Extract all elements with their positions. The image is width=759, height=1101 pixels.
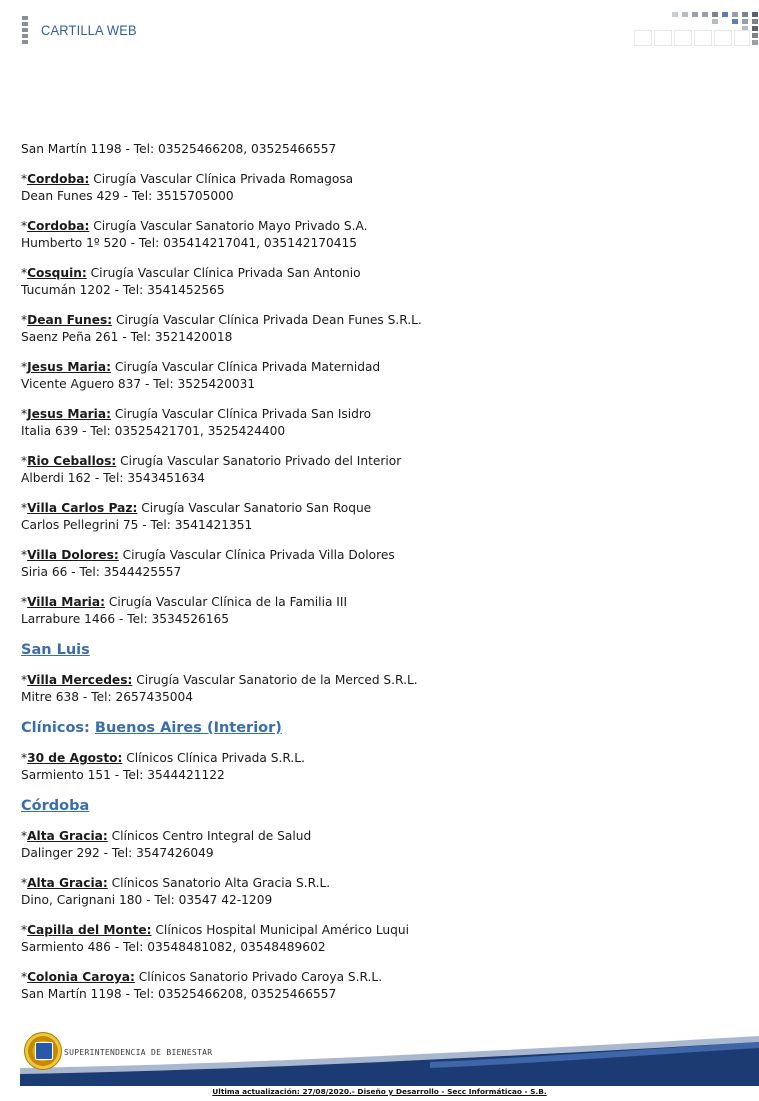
entry-description: Cirugía Vascular Clínica Privada San Antonio bbox=[86, 266, 361, 280]
entry-address: San Martín 1198 - Tel: 03525466208, 03525466557 bbox=[21, 987, 337, 1001]
header-bar-icon bbox=[22, 16, 28, 46]
city-link[interactable]: Villa Maria: bbox=[27, 595, 105, 609]
list-item: *Villa Carlos Paz: Cirugía Vascular Sanatorio San Roque Carlos Pellegrini 75 - Tel: 3541421351 bbox=[21, 500, 721, 534]
page-footer bbox=[0, 1028, 759, 1101]
city-link[interactable]: 30 de Agosto: bbox=[27, 751, 123, 765]
city-link[interactable]: Villa Dolores: bbox=[27, 548, 119, 562]
section-heading-cordoba[interactable] bbox=[21, 797, 721, 815]
entry-description: Cirugía Vascular Clínica Privada Romagosa bbox=[89, 172, 354, 186]
entry-address: Siria 66 - Tel: 3544425557 bbox=[21, 565, 182, 579]
entry-address: Dino, Carignani 180 - Tel: 03547 42-1209 bbox=[21, 893, 273, 907]
directory-content bbox=[21, 141, 721, 1016]
entry-address: Carlos Pellegrini 75 - Tel: 3541421351 bbox=[21, 518, 253, 532]
last-update-text: Ultima actualización: 27/08/2020.- Diseño y Desarrollo - Secc Informáticao - S.B. bbox=[212, 1087, 547, 1096]
section-heading-san-luis[interactable] bbox=[21, 641, 721, 659]
institution-seal-icon bbox=[24, 1032, 62, 1070]
header-grid-decoration bbox=[634, 10, 759, 48]
entry-address: Alberdi 162 - Tel: 3543451634 bbox=[21, 471, 205, 485]
entry-description: Cirugía Vascular Clínica Privada Dean Funes S.R.L. bbox=[112, 313, 422, 327]
entry-address: Mitre 638 - Tel: 2657435004 bbox=[21, 690, 193, 704]
list-item: *Rio Ceballos: Cirugía Vascular Sanatorio Privado del Interior Alberdi 162 - Tel: 3543451634 bbox=[21, 453, 721, 487]
entry-description: Clínicos Clínica Privada S.R.L. bbox=[122, 751, 305, 765]
entry-address: Dean Funes 429 - Tel: 3515705000 bbox=[21, 189, 234, 203]
organization-name: SUPERINTENDENCIA DE BIENESTAR bbox=[64, 1048, 213, 1057]
city-link[interactable]: Cosquin: bbox=[27, 266, 87, 280]
city-link[interactable]: Villa Carlos Paz: bbox=[27, 501, 138, 515]
page-title: CARTILLA WEB bbox=[41, 22, 137, 38]
list-item: *Jesus Maria: Cirugía Vascular Clínica Privada Maternidad Vicente Aguero 837 - Tel: 3525420031 bbox=[21, 359, 721, 393]
city-link[interactable]: Villa Mercedes: bbox=[27, 673, 133, 687]
list-item: *Dean Funes: Cirugía Vascular Clínica Privada Dean Funes S.R.L. Saenz Peña 261 - Tel: 3521420018 bbox=[21, 312, 721, 346]
list-item: *Cosquin: Cirugía Vascular Clínica Privada San Antonio Tucumán 1202 - Tel: 3541452565 bbox=[21, 265, 721, 299]
list-item: *Cordoba: Cirugía Vascular Sanatorio Mayo Privado S.A. Humberto 1º 520 - Tel: 035414217041, 035142170415 bbox=[21, 218, 721, 252]
entry-address: San Martín 1198 - Tel: 03525466208, 03525466557 bbox=[21, 142, 337, 156]
city-link[interactable]: Alta Gracia: bbox=[27, 876, 108, 890]
section-heading-clinicos bbox=[21, 719, 721, 737]
entry-description: Cirugía Vascular Clínica Privada Maternidad bbox=[110, 360, 381, 374]
list-item: *30 de Agosto: Clínicos Clínica Privada S.R.L. Sarmiento 151 - Tel: 3544421122 bbox=[21, 750, 721, 784]
list-item: *Alta Gracia: Clínicos Sanatorio Alta Gracia S.R.L. Dino, Carignani 180 - Tel: 03547 42-1209 bbox=[21, 875, 721, 909]
list-item: *Villa Mercedes: Cirugía Vascular Sanatorio de la Merced S.R.L. Mitre 638 - Tel: 2657435004 bbox=[21, 672, 721, 706]
entry-description: Clínicos Sanatorio Alta Gracia S.R.L. bbox=[107, 876, 331, 890]
entry-description: Cirugía Vascular Sanatorio San Roque bbox=[137, 501, 372, 515]
city-link[interactable]: Colonia Caroya: bbox=[27, 970, 135, 984]
list-item: *Alta Gracia: Clínicos Centro Integral de Salud Dalinger 292 - Tel: 3547426049 bbox=[21, 828, 721, 862]
city-link[interactable]: Cordoba: bbox=[27, 172, 90, 186]
city-link[interactable]: Jesus Maria: bbox=[27, 407, 111, 421]
city-link[interactable]: Dean Funes: bbox=[27, 313, 113, 327]
section-prefix: Clínicos: bbox=[21, 720, 95, 736]
entry-address: Sarmiento 151 - Tel: 3544421122 bbox=[21, 768, 225, 782]
list-item: *Colonia Caroya: Clínicos Sanatorio Privado Caroya S.R.L. San Martín 1198 - Tel: 03525466208, 03525466557 bbox=[21, 969, 721, 1003]
city-link[interactable]: Capilla del Monte: bbox=[27, 923, 152, 937]
entry-address: Italia 639 - Tel: 03525421701, 3525424400 bbox=[21, 424, 286, 438]
entry-address: Dalinger 292 - Tel: 3547426049 bbox=[21, 846, 214, 860]
list-item: *Capilla del Monte: Clínicos Hospital Municipal Américo Luqui Sarmiento 486 - Tel: 03548481082, 03548489602 bbox=[21, 922, 721, 956]
entry-address: Sarmiento 486 - Tel: 03548481082, 03548489602 bbox=[21, 940, 326, 954]
entry-description: Clínicos Hospital Municipal Américo Luqui bbox=[151, 923, 409, 937]
entry-address: Saenz Peña 261 - Tel: 3521420018 bbox=[21, 330, 233, 344]
list-item: *Villa Maria: Cirugía Vascular Clínica de la Familia III Larrabure 1466 - Tel: 3534526165 bbox=[21, 594, 721, 628]
list-item: *Villa Dolores: Cirugía Vascular Clínica Privada Villa Dolores Siria 66 - Tel: 3544425557 bbox=[21, 547, 721, 581]
city-link[interactable]: Alta Gracia: bbox=[27, 829, 108, 843]
entry-description: Cirugía Vascular Clínica de la Familia III bbox=[104, 595, 348, 609]
city-link[interactable]: Cordoba: bbox=[27, 219, 90, 233]
entry-description: Cirugía Vascular Clínica Privada San Isidro bbox=[110, 407, 372, 421]
entry-description: Cirugía Vascular Clínica Privada Villa Dolores bbox=[118, 548, 395, 562]
list-item bbox=[21, 141, 721, 158]
entry-description: Clínicos Centro Integral de Salud bbox=[107, 829, 312, 843]
footer-wave-band bbox=[0, 1028, 759, 1088]
list-item: *Jesus Maria: Cirugía Vascular Clínica Privada San Isidro Italia 639 - Tel: 03525421701, 3525424400 bbox=[21, 406, 721, 440]
entry-description: Clínicos Sanatorio Privado Caroya S.R.L. bbox=[134, 970, 383, 984]
entry-address: Humberto 1º 520 - Tel: 035414217041, 035142170415 bbox=[21, 236, 357, 250]
entry-address: Tucumán 1202 - Tel: 3541452565 bbox=[21, 283, 225, 297]
section-link[interactable]: Buenos Aires (Interior) bbox=[94, 720, 282, 736]
city-link[interactable]: Rio Ceballos: bbox=[27, 454, 117, 468]
entry-description: Cirugía Vascular Sanatorio Mayo Privado S.A. bbox=[89, 219, 368, 233]
entry-description: Cirugía Vascular Sanatorio de la Merced S.R.L. bbox=[132, 673, 418, 687]
section-link[interactable]: San Luis bbox=[21, 642, 90, 658]
city-link[interactable]: Jesus Maria: bbox=[27, 360, 111, 374]
entry-address: Vicente Aguero 837 - Tel: 3525420031 bbox=[21, 377, 256, 391]
entry-address: Larrabure 1466 - Tel: 3534526165 bbox=[21, 612, 230, 626]
section-link[interactable]: Córdoba bbox=[21, 798, 90, 814]
entry-description: Cirugía Vascular Sanatorio Privado del Interior bbox=[116, 454, 402, 468]
list-item: *Cordoba: Cirugía Vascular Clínica Privada Romagosa Dean Funes 429 - Tel: 3515705000 bbox=[21, 171, 721, 205]
